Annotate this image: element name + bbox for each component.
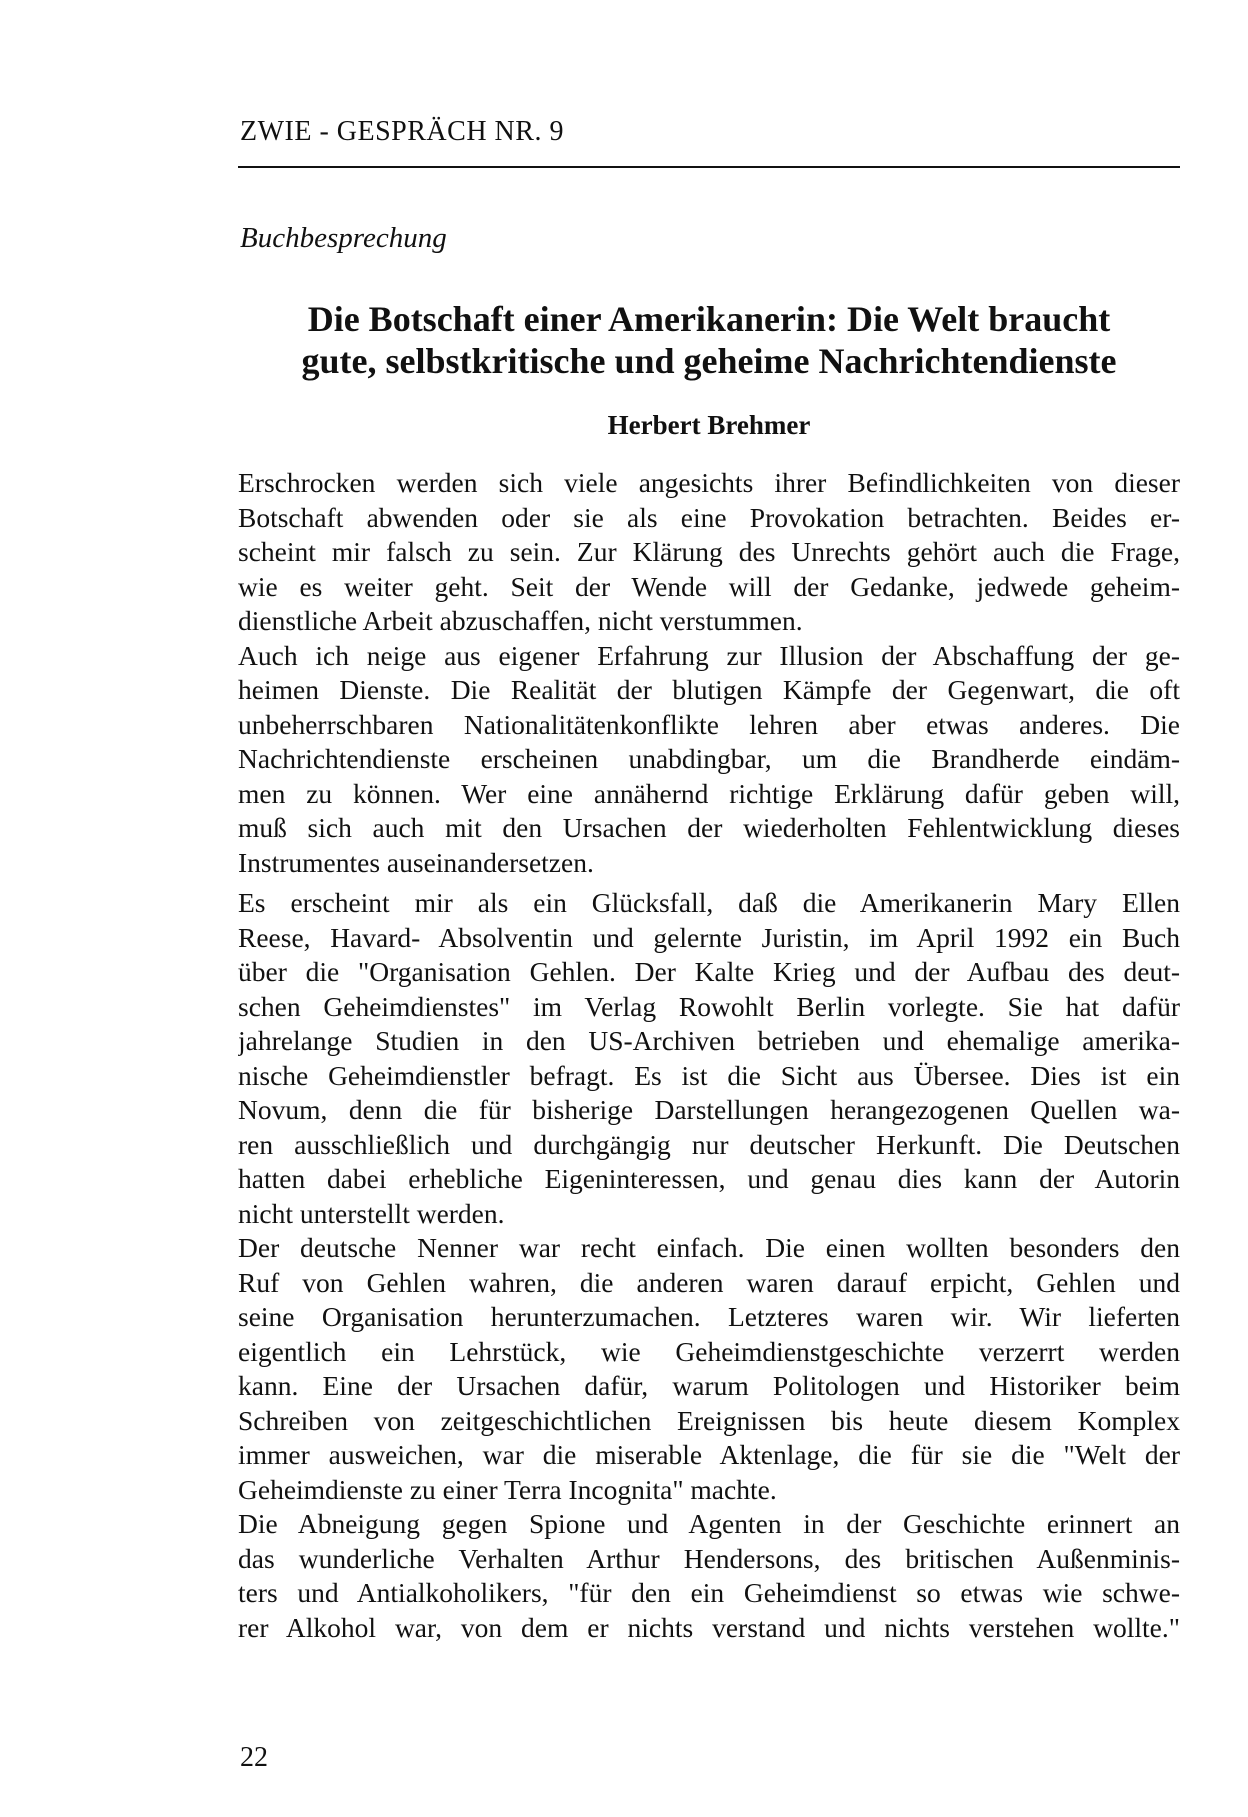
text-line: Erschrocken werden sich viele angesichts ihrer Befindlichkeiten von dieser (238, 467, 1180, 498)
text-line: nische Geheimdienstler befragt. Es ist die Sicht aus Übersee. Dies ist ein (238, 1059, 1180, 1091)
text-line: wie es weiter geht. Seit der Wende will der Gedanke, jedwede geheim- (238, 570, 1180, 602)
text-line: ren ausschließlich und durchgängig nur deutscher Herkunft. Die Deutschen (238, 1128, 1180, 1160)
text-line: Nachrichtendienste erscheinen unabdingbar, um die Brandherde eindäm- (238, 743, 1180, 774)
text-line: Die Abneigung gegen Spione und Agenten in der Geschichte erinnert an (238, 1508, 1180, 1539)
text-line: immer ausweichen, war die miserable Aktenlage, die für sie die "Welt der (238, 1439, 1180, 1470)
text-line: heimen Dienste. Die Realität der blutigen Kämpfe der Gegenwart, die oft (238, 674, 1180, 705)
text-line: rer Alkohol war, von dem er nichts verstand und nichts verstehen wollte." (238, 1611, 1180, 1643)
text-line: schen Geheimdienstes" im Verlag Rowohlt Berlin vorlegte. Sie hat dafür (238, 990, 1180, 1022)
text-line: Ruf von Gehlen wahren, die anderen waren darauf erpicht, Gehlen und (238, 1266, 1180, 1298)
text-line: Der deutsche Nenner war recht einfach. Die einen wollten besonders den (238, 1232, 1180, 1263)
paragraph-3 (238, 886, 1180, 1231)
text-line: ters und Antialkoholikers, "für den ein Geheimdienst so etwas wie schwe- (238, 1577, 1180, 1608)
running-header: ZWIE - GESPRÄCH NR. 9 (240, 116, 564, 147)
text-line: jahrelange Studien in den US-Archiven betrieben und ehemalige amerika- (238, 1025, 1180, 1056)
text-line: eigentlich ein Lehrstück, wie Geheimdienstgeschichte verzerrt werden (238, 1335, 1180, 1367)
text-line: muß sich auch mit den Ursachen der wiederholten Fehlentwicklung dieses (238, 812, 1180, 843)
text-line: das wunderliche Verhalten Arthur Hendersons, des britischen Außenminis- (238, 1542, 1180, 1574)
text-line: Geheimdienste zu einer Terra Incognita" machte. (238, 1473, 777, 1505)
text-line: seine Organisation herunterzumachen. Letzteres waren wir. Wir lieferten (238, 1301, 1180, 1332)
paragraph-2 (238, 639, 1180, 881)
text-line: unbeherrschbaren Nationalitätenkonflikte lehren aber etwas anderes. Die (238, 708, 1180, 740)
text-line: kann. Eine der Ursachen dafür, warum Politologen und Historiker beim (238, 1370, 1180, 1401)
paragraph-5 (238, 1507, 1180, 1645)
text-line: Novum, denn die für bisherige Darstellungen herangezogenen Quellen wa- (238, 1094, 1180, 1125)
text-line: hatten dabei erhebliche Eigeninteressen, und genau dies kann der Autorin (238, 1163, 1180, 1194)
text-line: scheint mir falsch zu sein. Zur Klärung des Unrechts gehört auch die Frage, (238, 536, 1180, 567)
text-line: men zu können. Wer eine annähernd richtige Erklärung dafür geben will, (238, 777, 1180, 809)
text-line: Instrumentes auseinandersetzen. (238, 846, 594, 878)
text-line: Es erscheint mir als ein Glücksfall, daß die Amerikanerin Mary Ellen (238, 887, 1180, 918)
article-title-line: Die Botschaft einer Amerikanerin: Die Welt braucht (307, 299, 1111, 339)
paragraph-1 (238, 466, 1180, 639)
article-title (238, 298, 1180, 382)
text-line: dienstliche Arbeit abzuschaffen, nicht verstummen. (238, 605, 803, 636)
article-author: Herbert Brehmer (607, 410, 811, 440)
page-number: 22 (240, 1742, 268, 1773)
header-rule (238, 166, 1180, 168)
text-line: Reese, Havard- Absolventin und gelernte Juristin, im April 1992 ein Buch (238, 921, 1180, 953)
text-line: Schreiben von zeitgeschichtlichen Ereignissen bis heute diesem Komplex (238, 1404, 1180, 1436)
text-line: nicht unterstellt werden. (238, 1197, 505, 1229)
text-line: Botschaft abwenden oder sie als eine Provokation betrachten. Beides er- (238, 501, 1180, 533)
text-line: über die "Organisation Gehlen. Der Kalte Krieg und der Aufbau des deut- (238, 956, 1180, 987)
article-body (238, 466, 1180, 1645)
article-title-line: gute, selbstkritische und geheime Nachrichtendienste (301, 341, 1117, 381)
paragraph-4 (238, 1231, 1180, 1507)
section-label: Buchbesprechung (240, 222, 447, 254)
text-line: Auch ich neige aus eigener Erfahrung zur Illusion der Abschaffung der ge- (238, 639, 1180, 671)
